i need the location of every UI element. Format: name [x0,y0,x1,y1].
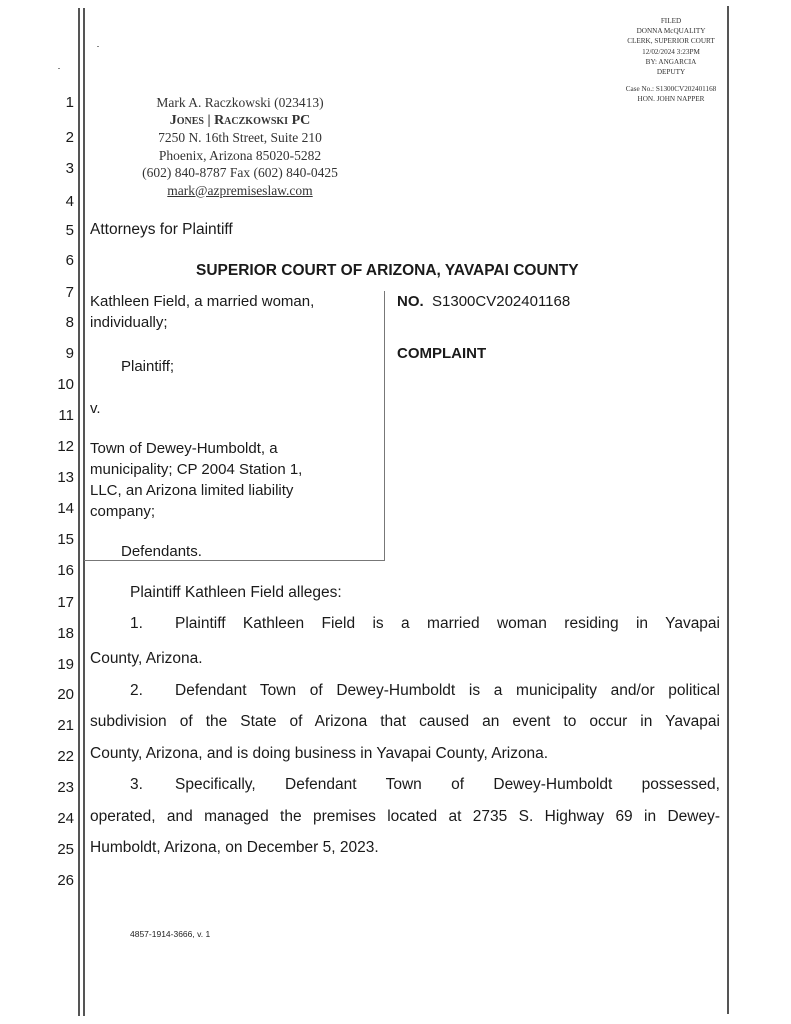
attorney-name: Mark A. Raczkowski (023413) [156,95,324,110]
line-number: 12 [57,438,74,455]
scan-speck [97,46,99,47]
attorney-role: Attorneys for Plaintiff [90,221,233,238]
line-number: 26 [57,872,74,889]
line-number: 23 [57,779,74,796]
line-number: 7 [65,284,74,301]
line-number: 21 [57,717,74,734]
line-number: 1 [65,94,74,111]
defendant-line: Town of Dewey-Humboldt, a [90,440,278,457]
stamp-line: FILED [660,17,682,25]
defendant-line: LLC, an Arizona limited liability [90,482,294,499]
case-number [397,293,570,310]
paragraph-3-line-1: Specifically, Defendant Town of Dewey-Humboldt possessed, [175,776,720,793]
plaintiff-name: Kathleen Field, a married woman, [90,293,315,310]
line-number: 15 [57,531,74,548]
line-number: 22 [57,748,74,765]
line-number: 6 [65,252,74,269]
line-number: 3 [65,160,74,177]
right-margin-rule [727,6,729,1014]
paragraph-number: 2. [130,682,143,699]
line-number: 25 [57,841,74,858]
paragraph-3-line-3: Humboldt, Arizona, on December 5, 2023. [90,839,379,856]
paragraph-1-line-1: Plaintiff Kathleen Field is a married woman residing in Yavapai [175,615,720,632]
case-number-value: S1300CV202401168 [432,293,571,310]
attorney-phone-fax: (602) 840-8787 Fax (602) 840-0425 [142,165,338,180]
stamp-line: DONNA McQUALITY [636,27,706,36]
complaint-intro: Plaintiff Kathleen Field alleges: [130,584,342,601]
attorney-address-line1: 7250 N. 16th Street, Suite 210 [158,130,322,145]
line-number: 17 [57,594,74,611]
stamp-line: 12/02/2024 3:23PM [642,47,700,56]
court-title: SUPERIOR COURT OF ARIZONA, YAVAPAI COUNTY [196,262,579,279]
stamp-line: DEPUTY [656,68,686,77]
line-number: 4 [65,193,74,210]
paragraph-number: 3. [130,776,143,793]
versus-label: v. [90,400,101,417]
stamp-line: BY: ANGARCIA [645,57,697,66]
line-number: 16 [57,562,74,579]
line-number: 14 [57,500,74,517]
paragraph-2-line-1: Defendant Town of Dewey-Humboldt is a municipality and/or political [175,682,720,699]
stamp-case-number: Case No.: S1300CV202401168 [625,85,717,94]
line-number: 24 [57,810,74,827]
caption-divider-vertical [384,291,385,560]
line-number: 18 [57,625,74,642]
defendant-line: municipality; CP 2004 Station 1, [90,461,303,478]
paragraph-3-line-2: operated, and managed the premises located at 2735 S. Highway 69 in Dewey- [90,808,720,825]
document-id-footer: 4857-1914-3666, v. 1 [130,929,211,939]
line-number: 8 [65,314,74,331]
line-number: 9 [65,345,74,362]
paragraph-2-line-2: subdivision of the State of Arizona that caused an event to occur in Yavapai [90,713,720,730]
filing-stamp [596,16,746,105]
defendants-label: Defendants. [121,543,202,560]
left-margin-rule-inner [83,8,85,1016]
line-number: 11 [58,407,74,424]
case-number-label: NO. [397,293,424,310]
paragraph-1-line-2: County, Arizona. [90,650,203,667]
left-margin-rule-outer [78,8,80,1016]
line-number: 19 [57,656,74,673]
document-type: COMPLAINT [397,345,487,362]
defendant-line: company; [90,503,156,520]
attorney-email-link[interactable]: mark@azpremiseslaw.com [167,182,313,198]
paragraph-number: 1. [130,615,143,632]
stamp-line: CLERK, SUPERIOR COURT [627,37,715,46]
attorney-address-line2: Phoenix, Arizona 85020-5282 [158,147,322,163]
scan-speck [58,68,60,69]
law-firm-name: Jones | Raczkowski PC [169,112,311,128]
plaintiff-label: Plaintiff; [121,358,175,375]
line-number: 2 [65,129,74,146]
caption-divider-horizontal [84,560,385,561]
line-number: 10 [57,376,74,393]
stamp-judge: HON. JOHN NAPPER [637,95,705,104]
line-number: 20 [57,686,74,703]
paragraph-2-line-3: County, Arizona, and is doing business in Yavapai County, Arizona. [90,745,549,762]
plaintiff-description: individually; [90,314,168,331]
line-number: 13 [57,469,74,486]
attorney-block [100,94,380,199]
line-number: 5 [65,222,74,239]
